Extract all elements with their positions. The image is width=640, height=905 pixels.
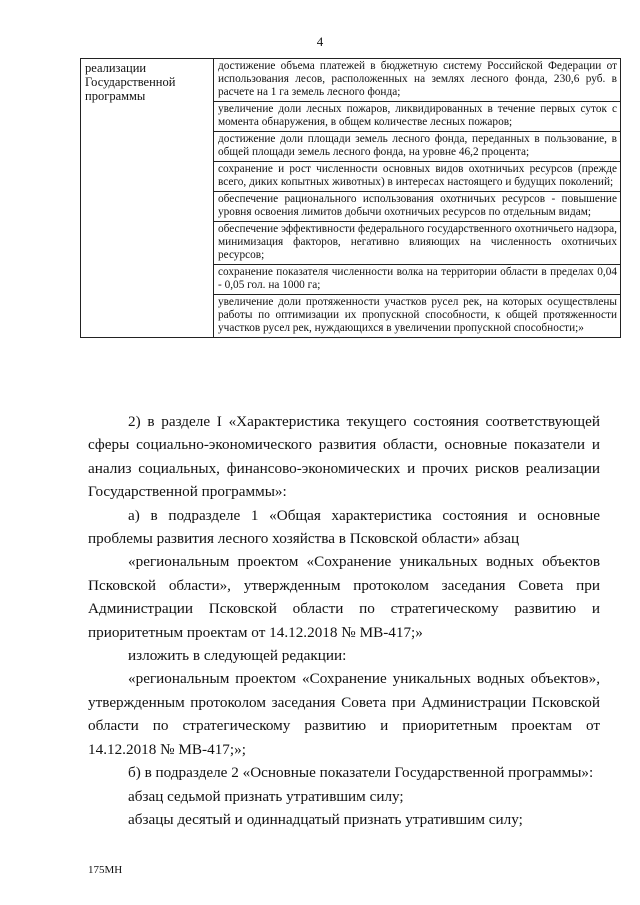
table-row — [81, 59, 621, 338]
goal-item: сохранение и рост численности основных видов охотничьих ресурсов (прежде всего, диких копытных животных) в интересах настоящего и будущих поколений; — [214, 162, 620, 192]
body-paragraph: б) в подразделе 2 «Основные показатели Государственной программы»: — [128, 764, 594, 782]
body-paragraph: абзац седьмой признать утратившим силу; — [128, 787, 404, 805]
body-paragraph: абзацы десятый и одиннадцатый признать утратившим силу; — [128, 810, 523, 828]
goal-item: обеспечение эффективности федерального государственного охотничьего надзора, минимизация факторов, негативно влияющих на численность охотничьих ресурсов; — [214, 222, 620, 265]
goal-item: увеличение доли протяженности участков русел рек, на которых осуществлены работы по оптимизации их пропускной способности, к общей протяженности участков русел рек, нуждающихся в увеличении пропускной способности;» — [218, 296, 617, 334]
body-paragraph: «региональным проектом «Сохранение уникальных водных объектов Псковской области», утвержденным протоколом заседания Совета при Администрации Псковской области по стратегическому развитию и приоритетным проектам от 14.12.2018 № МВ-417;» — [88, 553, 600, 641]
document-body — [88, 410, 600, 831]
goal-item: сохранение показателя численности волка на территории области в пределах 0,04 - 0,05 гол. на 1000 га; — [214, 265, 620, 295]
goals-table — [80, 58, 621, 338]
body-paragraph: 2) в разделе I «Характеристика текущего состояния соответствующей сферы социально-экономического развития области, основные показатели и анализ социальных, финансово-экономических и прочих рисков реализации Государственной программы»: — [88, 413, 600, 501]
left-cell-line: Государственной — [85, 75, 176, 89]
table-right-cell — [214, 59, 621, 338]
goal-item: достижение доли площади земель лесного фонда, переданных в пользование, в общей площади земель лесного фонда, на уровне 46,2 процента; — [214, 132, 620, 162]
goal-item: достижение объема платежей в бюджетную систему Российской Федерации от использования лесов, расположенных на землях лесного фонда, 230,6 руб. в расчете на 1 га земель лесного фонда; — [214, 59, 620, 102]
body-paragraph: изложить в следующей редакции: — [128, 647, 347, 665]
table-left-cell — [81, 59, 214, 338]
goal-item: увеличение доли лесных пожаров, ликвидированных в течение первых суток с момента обнаружения, в общем количестве лесных пожаров; — [214, 102, 620, 132]
body-paragraph: а) в подразделе 1 «Общая характеристика состояния и основные проблемы развития лесного хозяйства в Псковской области» абзац — [88, 506, 600, 548]
footer-code: 175МН — [88, 864, 123, 876]
page-number: 4 — [316, 34, 324, 49]
body-paragraph: «региональным проектом «Сохранение уникальных водных объектов», утвержденным протоколом заседания Совета при Администрации Псковской области по стратегическому развитию и приоритетным проектам от 14.12.2018 № МВ-417;»; — [88, 670, 600, 758]
left-cell-line: реализации — [85, 61, 147, 75]
left-cell-line: программы — [85, 89, 146, 103]
goal-item: обеспечение рационального использования охотничьих ресурсов - повышение уровня освоения лимитов добычи охотничьих ресурсов по отдельным видам; — [214, 192, 620, 222]
